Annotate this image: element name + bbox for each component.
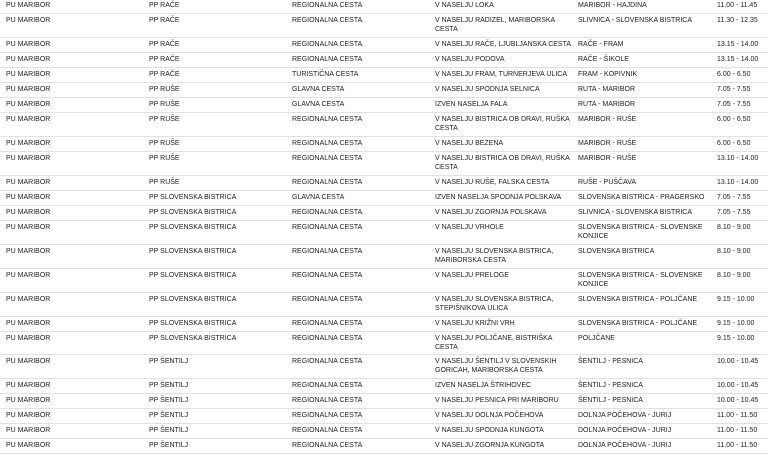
police-directorate-cell: PU MARIBOR bbox=[0, 0, 143, 14]
police-station-cell: PP SLOVENSKA BISTRICA bbox=[143, 332, 286, 355]
police-station-cell: PP SLOVENSKA BISTRICA bbox=[143, 206, 286, 221]
road-type-cell: REGIONALNA CESTA bbox=[286, 332, 429, 355]
police-directorate-cell: PU MARIBOR bbox=[0, 424, 143, 439]
road-section-cell: DOLNJA POČEHOVA - JURIJ bbox=[572, 409, 711, 424]
time-cell: 10.00 - 10.45 bbox=[711, 394, 768, 409]
table-row bbox=[0, 439, 768, 454]
road-type-cell: REGIONALNA CESTA bbox=[286, 424, 429, 439]
road-section-cell: DOLNJA POČEHOVA - JURIJ bbox=[572, 424, 711, 439]
table-row bbox=[0, 68, 768, 83]
police-directorate-cell: PU MARIBOR bbox=[0, 14, 143, 38]
road-section-cell: SLOVENSKA BISTRICA - SLOVENSKE KONJICE bbox=[572, 269, 711, 293]
police-directorate-cell: PU MARIBOR bbox=[0, 293, 143, 317]
police-station-cell: PP ŠENTILJ bbox=[143, 439, 286, 454]
table-row bbox=[0, 176, 768, 191]
road-section-cell: POLJČANE bbox=[572, 332, 711, 355]
time-cell: 13.10 - 14.00 bbox=[711, 176, 768, 191]
table-row bbox=[0, 38, 768, 53]
police-station-cell: PP RUŠE bbox=[143, 152, 286, 176]
police-directorate-cell: PU MARIBOR bbox=[0, 269, 143, 293]
police-station-cell: PP RAČE bbox=[143, 0, 286, 14]
police-directorate-cell: PU MARIBOR bbox=[0, 379, 143, 394]
table-row bbox=[0, 221, 768, 245]
time-cell: 10.00 - 10.45 bbox=[711, 355, 768, 379]
time-cell: 9.15 - 10.00 bbox=[711, 317, 768, 332]
police-station-cell: PP SLOVENSKA BISTRICA bbox=[143, 317, 286, 332]
police-station-cell: PP RUŠE bbox=[143, 113, 286, 137]
table-row bbox=[0, 293, 768, 317]
time-cell: 9.15 - 10.00 bbox=[711, 293, 768, 317]
time-cell: 6.00 - 6.50 bbox=[711, 113, 768, 137]
location-cell: V NASELJU POLJČANE, BISTRIŠKA CESTA bbox=[429, 332, 572, 355]
police-station-cell: PP RAČE bbox=[143, 53, 286, 68]
police-station-cell: PP ŠENTILJ bbox=[143, 409, 286, 424]
table-row bbox=[0, 53, 768, 68]
location-cell: V NASELJU PODOVA bbox=[429, 53, 572, 68]
police-station-cell: PP RAČE bbox=[143, 14, 286, 38]
location-cell: V NASELJU BISTRICA OB DRAVI, RUŠKA CESTA bbox=[429, 113, 572, 137]
police-station-cell: PP ŠENTILJ bbox=[143, 394, 286, 409]
road-section-cell: DOLNJA POČEHOVA - JURIJ bbox=[572, 439, 711, 454]
police-directorate-cell: PU MARIBOR bbox=[0, 137, 143, 152]
road-type-cell: REGIONALNA CESTA bbox=[286, 137, 429, 152]
police-directorate-cell: PU MARIBOR bbox=[0, 332, 143, 355]
table-row bbox=[0, 394, 768, 409]
road-section-cell: SLOVENSKA BISTRICA bbox=[572, 245, 711, 269]
time-cell: 13.10 - 14.00 bbox=[711, 152, 768, 176]
time-cell: 11.30 - 12.35 bbox=[711, 14, 768, 38]
road-type-cell: REGIONALNA CESTA bbox=[286, 206, 429, 221]
time-cell: 7.05 - 7.55 bbox=[711, 206, 768, 221]
police-directorate-cell: PU MARIBOR bbox=[0, 317, 143, 332]
police-directorate-cell: PU MARIBOR bbox=[0, 152, 143, 176]
location-cell: V NASELJU VRHOLE bbox=[429, 221, 572, 245]
road-type-cell: REGIONALNA CESTA bbox=[286, 113, 429, 137]
time-cell: 9.15 - 10.00 bbox=[711, 332, 768, 355]
road-type-cell: REGIONALNA CESTA bbox=[286, 38, 429, 53]
location-cell: V NASELJU DOLNJA POČEHOVA bbox=[429, 409, 572, 424]
police-directorate-cell: PU MARIBOR bbox=[0, 355, 143, 379]
police-directorate-cell: PU MARIBOR bbox=[0, 53, 143, 68]
road-section-cell: FRAM - KOPIVNIK bbox=[572, 68, 711, 83]
table-row bbox=[0, 424, 768, 439]
road-section-cell: RAČE - FRAM bbox=[572, 38, 711, 53]
road-type-cell: REGIONALNA CESTA bbox=[286, 14, 429, 38]
table-row bbox=[0, 98, 768, 113]
police-directorate-cell: PU MARIBOR bbox=[0, 245, 143, 269]
road-type-cell: REGIONALNA CESTA bbox=[286, 409, 429, 424]
road-type-cell: GLAVNA CESTA bbox=[286, 83, 429, 98]
road-section-cell: SLOVENSKA BISTRICA - POLJČANE bbox=[572, 293, 711, 317]
police-station-cell: PP RUŠE bbox=[143, 137, 286, 152]
location-cell: V NASELJU SLOVENSKA BISTRICA, STEPIŠNIKOVA ULICA bbox=[429, 293, 572, 317]
location-cell: V NASELJU PRELOGE bbox=[429, 269, 572, 293]
police-station-cell: PP RAČE bbox=[143, 68, 286, 83]
location-cell: V NASELJU LOKA bbox=[429, 0, 572, 14]
road-type-cell: REGIONALNA CESTA bbox=[286, 269, 429, 293]
table-row bbox=[0, 269, 768, 293]
police-station-cell: PP SLOVENSKA BISTRICA bbox=[143, 191, 286, 206]
time-cell: 8.10 - 9.00 bbox=[711, 245, 768, 269]
time-cell: 11.00 - 11.50 bbox=[711, 439, 768, 454]
time-cell: 8.10 - 9.00 bbox=[711, 269, 768, 293]
time-cell: 11.00 - 11.50 bbox=[711, 409, 768, 424]
police-station-cell: PP ŠENTILJ bbox=[143, 355, 286, 379]
time-cell: 11.00 - 11.45 bbox=[711, 0, 768, 14]
road-type-cell: REGIONALNA CESTA bbox=[286, 394, 429, 409]
table-row bbox=[0, 206, 768, 221]
road-section-cell: MARIBOR - RUŠE bbox=[572, 137, 711, 152]
road-section-cell: ŠENTILJ - PESNICA bbox=[572, 355, 711, 379]
police-directorate-cell: PU MARIBOR bbox=[0, 68, 143, 83]
road-type-cell: REGIONALNA CESTA bbox=[286, 176, 429, 191]
time-cell: 10.00 - 10.45 bbox=[711, 379, 768, 394]
location-cell: V NASELJU RADIZEL, MARIBORSKA CESTA bbox=[429, 14, 572, 38]
location-cell: V NASELJU KRIŽNI VRH bbox=[429, 317, 572, 332]
police-station-cell: PP SLOVENSKA BISTRICA bbox=[143, 245, 286, 269]
police-directorate-cell: PU MARIBOR bbox=[0, 394, 143, 409]
table-row bbox=[0, 137, 768, 152]
road-type-cell: REGIONALNA CESTA bbox=[286, 245, 429, 269]
police-station-cell: PP ŠENTILJ bbox=[143, 424, 286, 439]
time-cell: 11.00 - 11.50 bbox=[711, 424, 768, 439]
road-type-cell: REGIONALNA CESTA bbox=[286, 152, 429, 176]
table-row bbox=[0, 245, 768, 269]
location-cell: V NASELJU SPODNJA SELNICA bbox=[429, 83, 572, 98]
police-station-cell: PP RUŠE bbox=[143, 176, 286, 191]
road-section-cell: MARIBOR - HAJDINA bbox=[572, 0, 711, 14]
road-section-cell: ŠENTILJ - PESNICA bbox=[572, 379, 711, 394]
time-cell: 6.00 - 6.50 bbox=[711, 137, 768, 152]
road-type-cell: REGIONALNA CESTA bbox=[286, 439, 429, 454]
table-row bbox=[0, 332, 768, 355]
road-type-cell: REGIONALNA CESTA bbox=[286, 221, 429, 245]
road-section-cell: RUŠE - PUŠČAVA bbox=[572, 176, 711, 191]
road-type-cell: REGIONALNA CESTA bbox=[286, 0, 429, 14]
police-station-cell: PP SLOVENSKA BISTRICA bbox=[143, 269, 286, 293]
table-row bbox=[0, 152, 768, 176]
table-row bbox=[0, 113, 768, 137]
time-cell: 7.05 - 7.55 bbox=[711, 98, 768, 113]
road-section-cell: MARIBOR - RUŠE bbox=[572, 113, 711, 137]
police-directorate-cell: PU MARIBOR bbox=[0, 439, 143, 454]
table-row bbox=[0, 379, 768, 394]
road-type-cell: TURISTIČNA CESTA bbox=[286, 68, 429, 83]
location-cell: V NASELJU ŠENTILJ V SLOVENSKIH GORICAH, MARIBORSKA CESTA bbox=[429, 355, 572, 379]
table-row bbox=[0, 409, 768, 424]
road-type-cell: GLAVNA CESTA bbox=[286, 98, 429, 113]
time-cell: 7.05 - 7.55 bbox=[711, 83, 768, 98]
road-type-cell: REGIONALNA CESTA bbox=[286, 317, 429, 332]
road-section-cell: ŠENTILJ - PESNICA bbox=[572, 394, 711, 409]
table-row bbox=[0, 355, 768, 379]
time-cell: 6.00 - 6.50 bbox=[711, 68, 768, 83]
location-cell: V NASELJU BISTRICA OB DRAVI, RUŠKA CESTA bbox=[429, 152, 572, 176]
police-directorate-cell: PU MARIBOR bbox=[0, 113, 143, 137]
police-station-cell: PP RAČE bbox=[143, 38, 286, 53]
location-cell: V NASELJU SPODNJA KUNGOTA bbox=[429, 424, 572, 439]
road-type-cell: GLAVNA CESTA bbox=[286, 191, 429, 206]
location-cell: V NASELJU RAČE, LJUBLJANSKA CESTA bbox=[429, 38, 572, 53]
police-directorate-cell: PU MARIBOR bbox=[0, 221, 143, 245]
time-cell: 13.15 - 14.00 bbox=[711, 38, 768, 53]
police-directorate-cell: PU MARIBOR bbox=[0, 176, 143, 191]
road-section-cell: SLOVENSKA BISTRICA - SLOVENSKE KONJICE bbox=[572, 221, 711, 245]
location-cell: IZVEN NASELJA ŠTRIHOVEC bbox=[429, 379, 572, 394]
time-cell: 7.05 - 7.55 bbox=[711, 191, 768, 206]
time-cell: 8.10 - 9.00 bbox=[711, 221, 768, 245]
location-cell: V NASELJU PESNICA PRI MARIBORU bbox=[429, 394, 572, 409]
police-directorate-cell: PU MARIBOR bbox=[0, 83, 143, 98]
road-section-cell: RUTA - MARIBOR bbox=[572, 83, 711, 98]
time-cell: 13.15 - 14.00 bbox=[711, 53, 768, 68]
police-station-cell: PP ŠENTILJ bbox=[143, 379, 286, 394]
table-row bbox=[0, 14, 768, 38]
road-type-cell: REGIONALNA CESTA bbox=[286, 379, 429, 394]
location-cell: IZVEN NASELJA FALA bbox=[429, 98, 572, 113]
table-row bbox=[0, 0, 768, 14]
police-directorate-cell: PU MARIBOR bbox=[0, 409, 143, 424]
road-type-cell: REGIONALNA CESTA bbox=[286, 293, 429, 317]
table-row bbox=[0, 83, 768, 98]
location-cell: V NASELJU BEZENA bbox=[429, 137, 572, 152]
road-section-cell: RAČE - ŠIKOLE bbox=[572, 53, 711, 68]
police-directorate-cell: PU MARIBOR bbox=[0, 98, 143, 113]
road-type-cell: REGIONALNA CESTA bbox=[286, 53, 429, 68]
road-section-cell: SLIVNICA - SLOVENSKA BISTRICA bbox=[572, 14, 711, 38]
location-cell: V NASELJU ZGORNJA KUNGOTA bbox=[429, 439, 572, 454]
police-station-cell: PP SLOVENSKA BISTRICA bbox=[143, 293, 286, 317]
road-section-cell: SLOVENSKA BISTRICA - POLJČANE bbox=[572, 317, 711, 332]
location-cell: V NASELJU RUŠE, FALSKA CESTA bbox=[429, 176, 572, 191]
location-cell: V NASELJU ZGORNJA POLSKAVA bbox=[429, 206, 572, 221]
location-cell: V NASELJU SLOVENSKA BISTRICA, MARIBORSKA CESTA bbox=[429, 245, 572, 269]
police-directorate-cell: PU MARIBOR bbox=[0, 206, 143, 221]
road-section-cell: SLOVENSKA BISTRICA - PRAGERSKO bbox=[572, 191, 711, 206]
road-section-cell: RUTA - MARIBOR bbox=[572, 98, 711, 113]
road-type-cell: REGIONALNA CESTA bbox=[286, 355, 429, 379]
table-row bbox=[0, 191, 768, 206]
police-directorate-cell: PU MARIBOR bbox=[0, 191, 143, 206]
police-directorate-cell: PU MARIBOR bbox=[0, 38, 143, 53]
police-station-cell: PP RUŠE bbox=[143, 83, 286, 98]
location-cell: IZVEN NASELJA SPODNJA POLSKAVA bbox=[429, 191, 572, 206]
police-station-cell: PP SLOVENSKA BISTRICA bbox=[143, 221, 286, 245]
road-section-cell: SLIVNICA - SLOVENSKA BISTRICA bbox=[572, 206, 711, 221]
location-cell: V NASELJU FRAM, TURNERJEVA ULICA bbox=[429, 68, 572, 83]
road-section-cell: MARIBOR - RUŠE bbox=[572, 152, 711, 176]
police-station-cell: PP RUŠE bbox=[143, 98, 286, 113]
table-row bbox=[0, 317, 768, 332]
